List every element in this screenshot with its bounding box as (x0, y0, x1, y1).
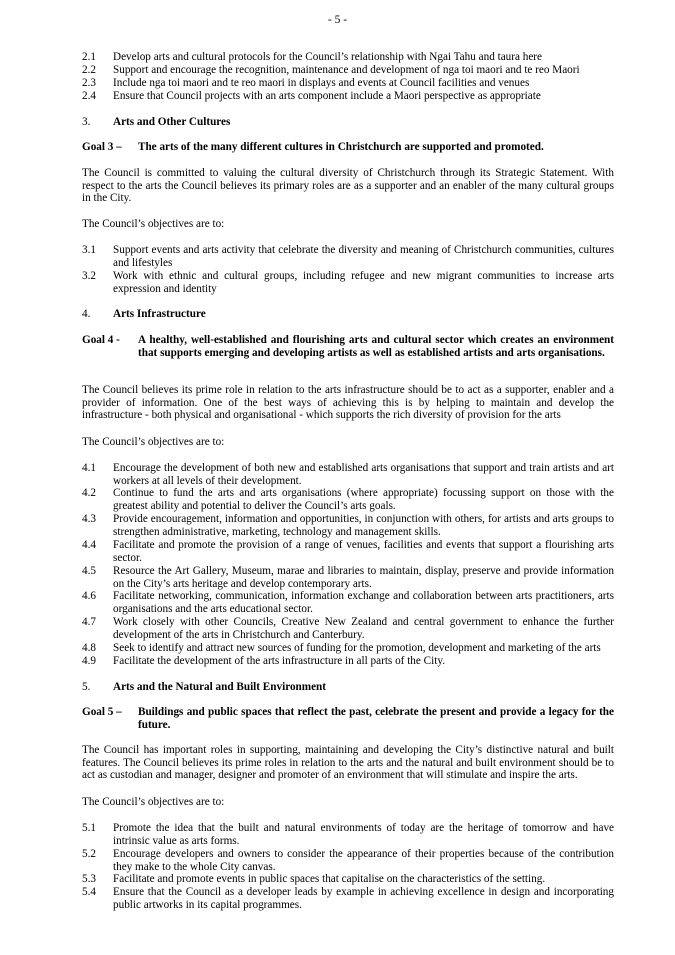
item-text: Work with ethnic and cultural groups, including refugee and new migrant communities to increase arts expression and identity (113, 270, 614, 295)
goal-statement (82, 334, 614, 359)
list-item (82, 270, 614, 295)
section-number: 5. (82, 681, 91, 693)
item-text: Resource the Art Gallery, Museum, marae and libraries to maintain, display, preserve and provide information on the City’s arts heritage and develop contemporary arts. (113, 565, 614, 590)
item-number: 2.1 (82, 51, 96, 63)
item-text: Support and encourage the recognition, maintenance and development of nga toi maori and te reo Maori (113, 64, 580, 76)
paragraph: The Council believes its prime role in relation to the arts infrastructure should be to act as a supporter, enabler and a provider of information. One of the best ways of achieving this is by helping to maintain and develop the infrastructure - both physical and organisational - which supports the rich diversity of provision for the arts (82, 384, 614, 422)
item-text: Work closely with other Councils, Creative New Zealand and central government to enhance the further development of the arts in Christchurch and Canterbury. (113, 616, 614, 641)
list-item (82, 462, 614, 487)
list-item (82, 642, 614, 655)
item-number: 2.3 (82, 77, 96, 89)
section-number: 4. (82, 308, 91, 320)
list-item (82, 822, 614, 847)
list-item (82, 590, 614, 615)
item-number: 4.4 (82, 539, 96, 551)
list-item (82, 513, 614, 538)
goal-label: Goal 4 - (82, 334, 120, 346)
item-number: 2.4 (82, 90, 96, 102)
item-number: 5.3 (82, 873, 96, 885)
item-number: 3.1 (82, 244, 96, 256)
objectives-intro: The Council’s objectives are to: (82, 218, 225, 230)
list-item (82, 539, 614, 564)
goal-text: A healthy, well-established and flourishing arts and cultural sector which creates an environment that supports emerging and developing artists as well as established artists and arts organisations. (138, 334, 614, 359)
item-text: Develop arts and cultural protocols for the Council’s relationship with Ngai Tahu and taura here (113, 51, 542, 63)
paragraph: The Council has important roles in supporting, maintaining and developing the City’s distinctive natural and built features. The Council believes its prime roles in relation to the arts and the natural and built environment should be to act as custodian and manager, designer and promoter of an environment that will stimulate and inspire the arts. (82, 744, 614, 782)
item-number: 4.2 (82, 487, 96, 499)
objectives-intro: The Council’s objectives are to: (82, 796, 225, 808)
item-number: 5.1 (82, 822, 96, 834)
item-number: 4.3 (82, 513, 96, 525)
paragraph: The Council is committed to valuing the cultural diversity of Christchurch through its Strategic Statement. With respect to the arts the Council believes its primary roles are as a supporter and an enabler of the many cultural groups in the City. (82, 167, 614, 205)
item-text: Encourage developers and owners to consider the appearance of their properties because of the contribution they make to the whole City canvas. (113, 848, 614, 873)
item-text: Facilitate networking, communication, information exchange and collaboration between arts practitioners, arts organisations and the arts educational sector. (113, 590, 614, 615)
section-title: Arts and Other Cultures (113, 116, 231, 128)
item-number: 4.5 (82, 565, 96, 577)
section-heading (82, 681, 326, 694)
item-number: 3.2 (82, 270, 96, 282)
item-text: Ensure that the Council as a developer leads by example in achieving excellence in design and incorporating public artworks in its capital programmes. (113, 886, 614, 911)
section-title: Arts Infrastructure (113, 308, 206, 320)
item-number: 5.4 (82, 886, 96, 898)
item-text: Provide encouragement, information and opportunities, in conjunction with others, for artists and arts groups to strengthen administrative, marketing, technology and management skills. (113, 513, 614, 538)
list-item (82, 886, 614, 911)
list-item (82, 616, 614, 641)
item-text: Ensure that Council projects with an arts component include a Maori perspective as appropriate (113, 90, 541, 102)
list-item (82, 51, 614, 64)
list-item (82, 64, 614, 77)
item-number: 2.2 (82, 64, 96, 76)
section-title: Arts and the Natural and Built Environment (113, 681, 327, 693)
list-item (82, 90, 614, 103)
page-number: - 5 - (327, 14, 348, 26)
item-text: Include nga toi maori and te reo maori in displays and events at Council facilities and venues (113, 77, 530, 89)
section-heading (82, 308, 206, 321)
list-item (82, 244, 614, 269)
item-text: Facilitate and promote events in public spaces that capitalise on the characteristics of the setting. (113, 873, 546, 885)
item-text: Encourage the development of both new and established arts organisations that support and train artists and art workers at all levels of their development. (113, 462, 614, 487)
item-number: 4.9 (82, 655, 96, 667)
list-item (82, 873, 614, 886)
list-item (82, 848, 614, 873)
section-number: 3. (82, 116, 91, 128)
list-item (82, 565, 614, 590)
objectives-intro: The Council’s objectives are to: (82, 436, 225, 448)
item-text: Seek to identify and attract new sources of funding for the promotion, development and marketing of the arts (113, 642, 601, 654)
goal-label: Goal 5 – (82, 706, 122, 718)
goal-text: Buildings and public spaces that reflect the past, celebrate the present and provide a legacy for the future. (138, 706, 614, 731)
goal-text: The arts of the many different cultures in Christchurch are supported and promoted. (138, 141, 544, 153)
item-text: Support events and arts activity that celebrate the diversity and meaning of Christchurch communities, cultures and lifestyles (113, 244, 614, 269)
item-text: Continue to fund the arts and arts organisations (where appropriate) focussing support on those with the greatest ability and potential to deliver the Council’s arts goals. (113, 487, 614, 512)
goal-label: Goal 3 – (82, 141, 122, 153)
list-item (82, 77, 614, 90)
item-text: Facilitate the development of the arts infrastructure in all parts of the City. (113, 655, 445, 667)
goal-statement (82, 141, 614, 154)
list-item (82, 655, 614, 668)
item-text: Promote the idea that the built and natural environments of today are the heritage of tomorrow and have intrinsic value as arts forms. (113, 822, 614, 847)
item-number: 4.6 (82, 590, 96, 602)
list-item (82, 487, 614, 512)
item-text: Facilitate and promote the provision of a range of venues, facilities and events that support a flourishing arts sector. (113, 539, 614, 564)
item-number: 4.7 (82, 616, 96, 628)
item-number: 5.2 (82, 848, 96, 860)
item-number: 4.8 (82, 642, 96, 654)
item-number: 4.1 (82, 462, 96, 474)
goal-statement (82, 706, 614, 731)
section-heading (82, 116, 230, 129)
